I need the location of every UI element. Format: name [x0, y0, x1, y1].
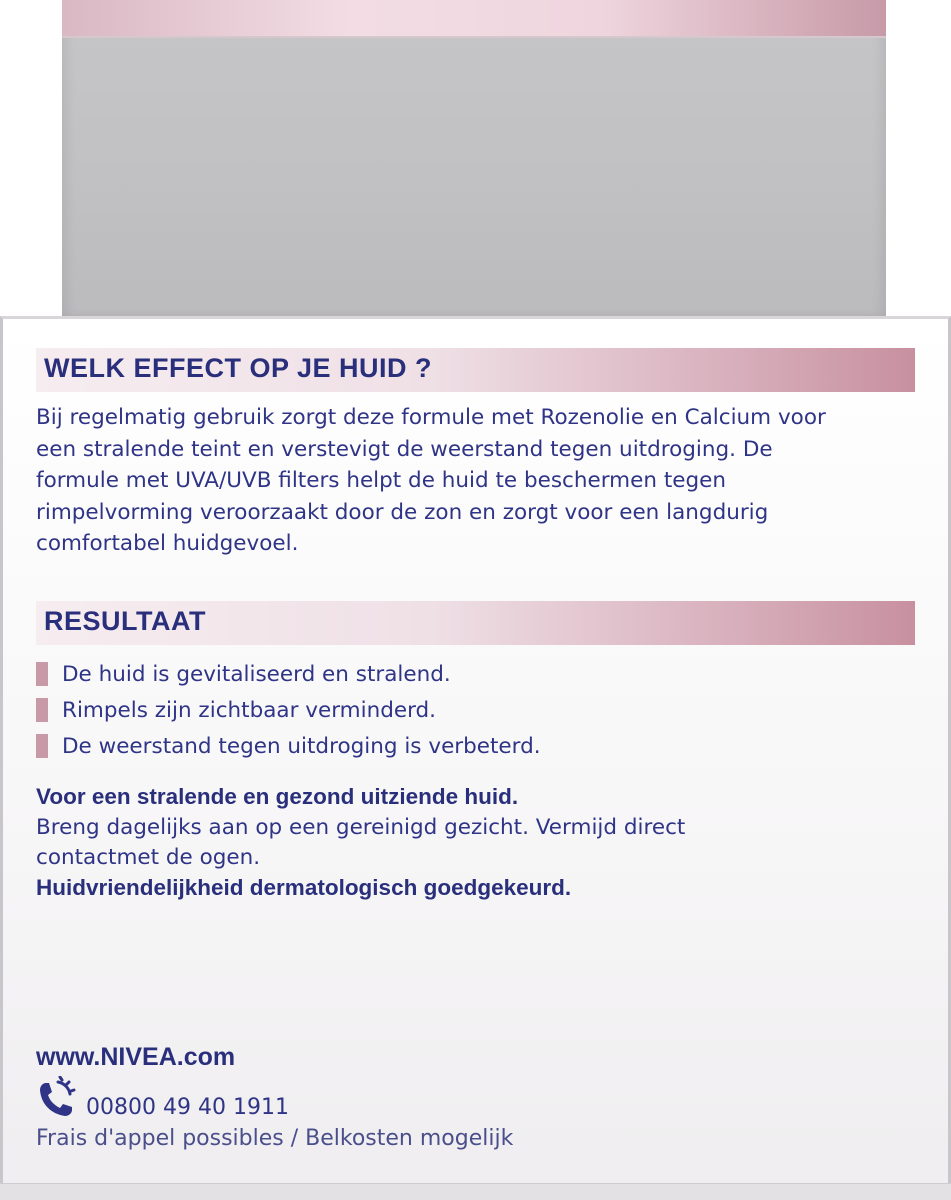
effect-line: rimpelvorming veroorzaakt door de zon en zorgt voor een langdurig [36, 499, 769, 525]
jar-lid [62, 0, 886, 318]
effect-line: Bij regelmatig gebruik zorgt deze formule met Rozenolie en Calcium voor [36, 405, 826, 430]
usage-instruction-line: contactmet de ogen. [36, 845, 261, 870]
effect-line: een stralende teint en verstevigt de weerstand tegen uitdroging. De [36, 436, 773, 462]
phone-contact [36, 1076, 289, 1120]
bullet-marker [36, 698, 48, 722]
effect-description [36, 402, 916, 560]
website-link[interactable]: www.NIVEA.com [36, 1043, 236, 1071]
list-item [36, 692, 541, 728]
effect-line: formule met UVA/UVB filters helpt de huid te beschermen tegen [36, 468, 726, 493]
package-bottom-edge [0, 1183, 951, 1200]
effect-line: comfortabel huidgevoel. [36, 531, 299, 556]
usage-headline: Voor een stralende en gezond uitziende huid. [36, 784, 519, 809]
call-cost-note: Frais d'appel possibles / Belkosten mogelijk [36, 1126, 514, 1151]
section-title-result: RESULTAAT [44, 606, 206, 636]
list-item-text: Rimpels zijn zichtbaar verminderd. [62, 697, 437, 723]
dermatology-claim: Huidvriendelijkheid dermatologisch goedgekeurd. [36, 875, 572, 900]
section-header-result [36, 601, 915, 645]
bullet-marker [36, 662, 48, 686]
result-list [36, 656, 541, 764]
bullet-marker [36, 734, 48, 758]
list-item [36, 656, 541, 692]
jar-lid-rim [62, 0, 886, 38]
phone-icon [36, 1076, 82, 1120]
phone-number[interactable]: 00800 49 40 1911 [86, 1095, 289, 1120]
section-header-effect [36, 348, 915, 392]
list-item [36, 728, 541, 764]
section-title-effect: WELK EFFECT OP JE HUID ? [44, 353, 433, 383]
usage-instruction-line: Breng dagelijks aan op een gereinigd gezicht. Vermijd direct [36, 815, 686, 840]
list-item-text: De weerstand tegen uitdroging is verbeterd. [62, 733, 541, 759]
list-item-text: De huid is gevitaliseerd en stralend. [62, 661, 451, 687]
